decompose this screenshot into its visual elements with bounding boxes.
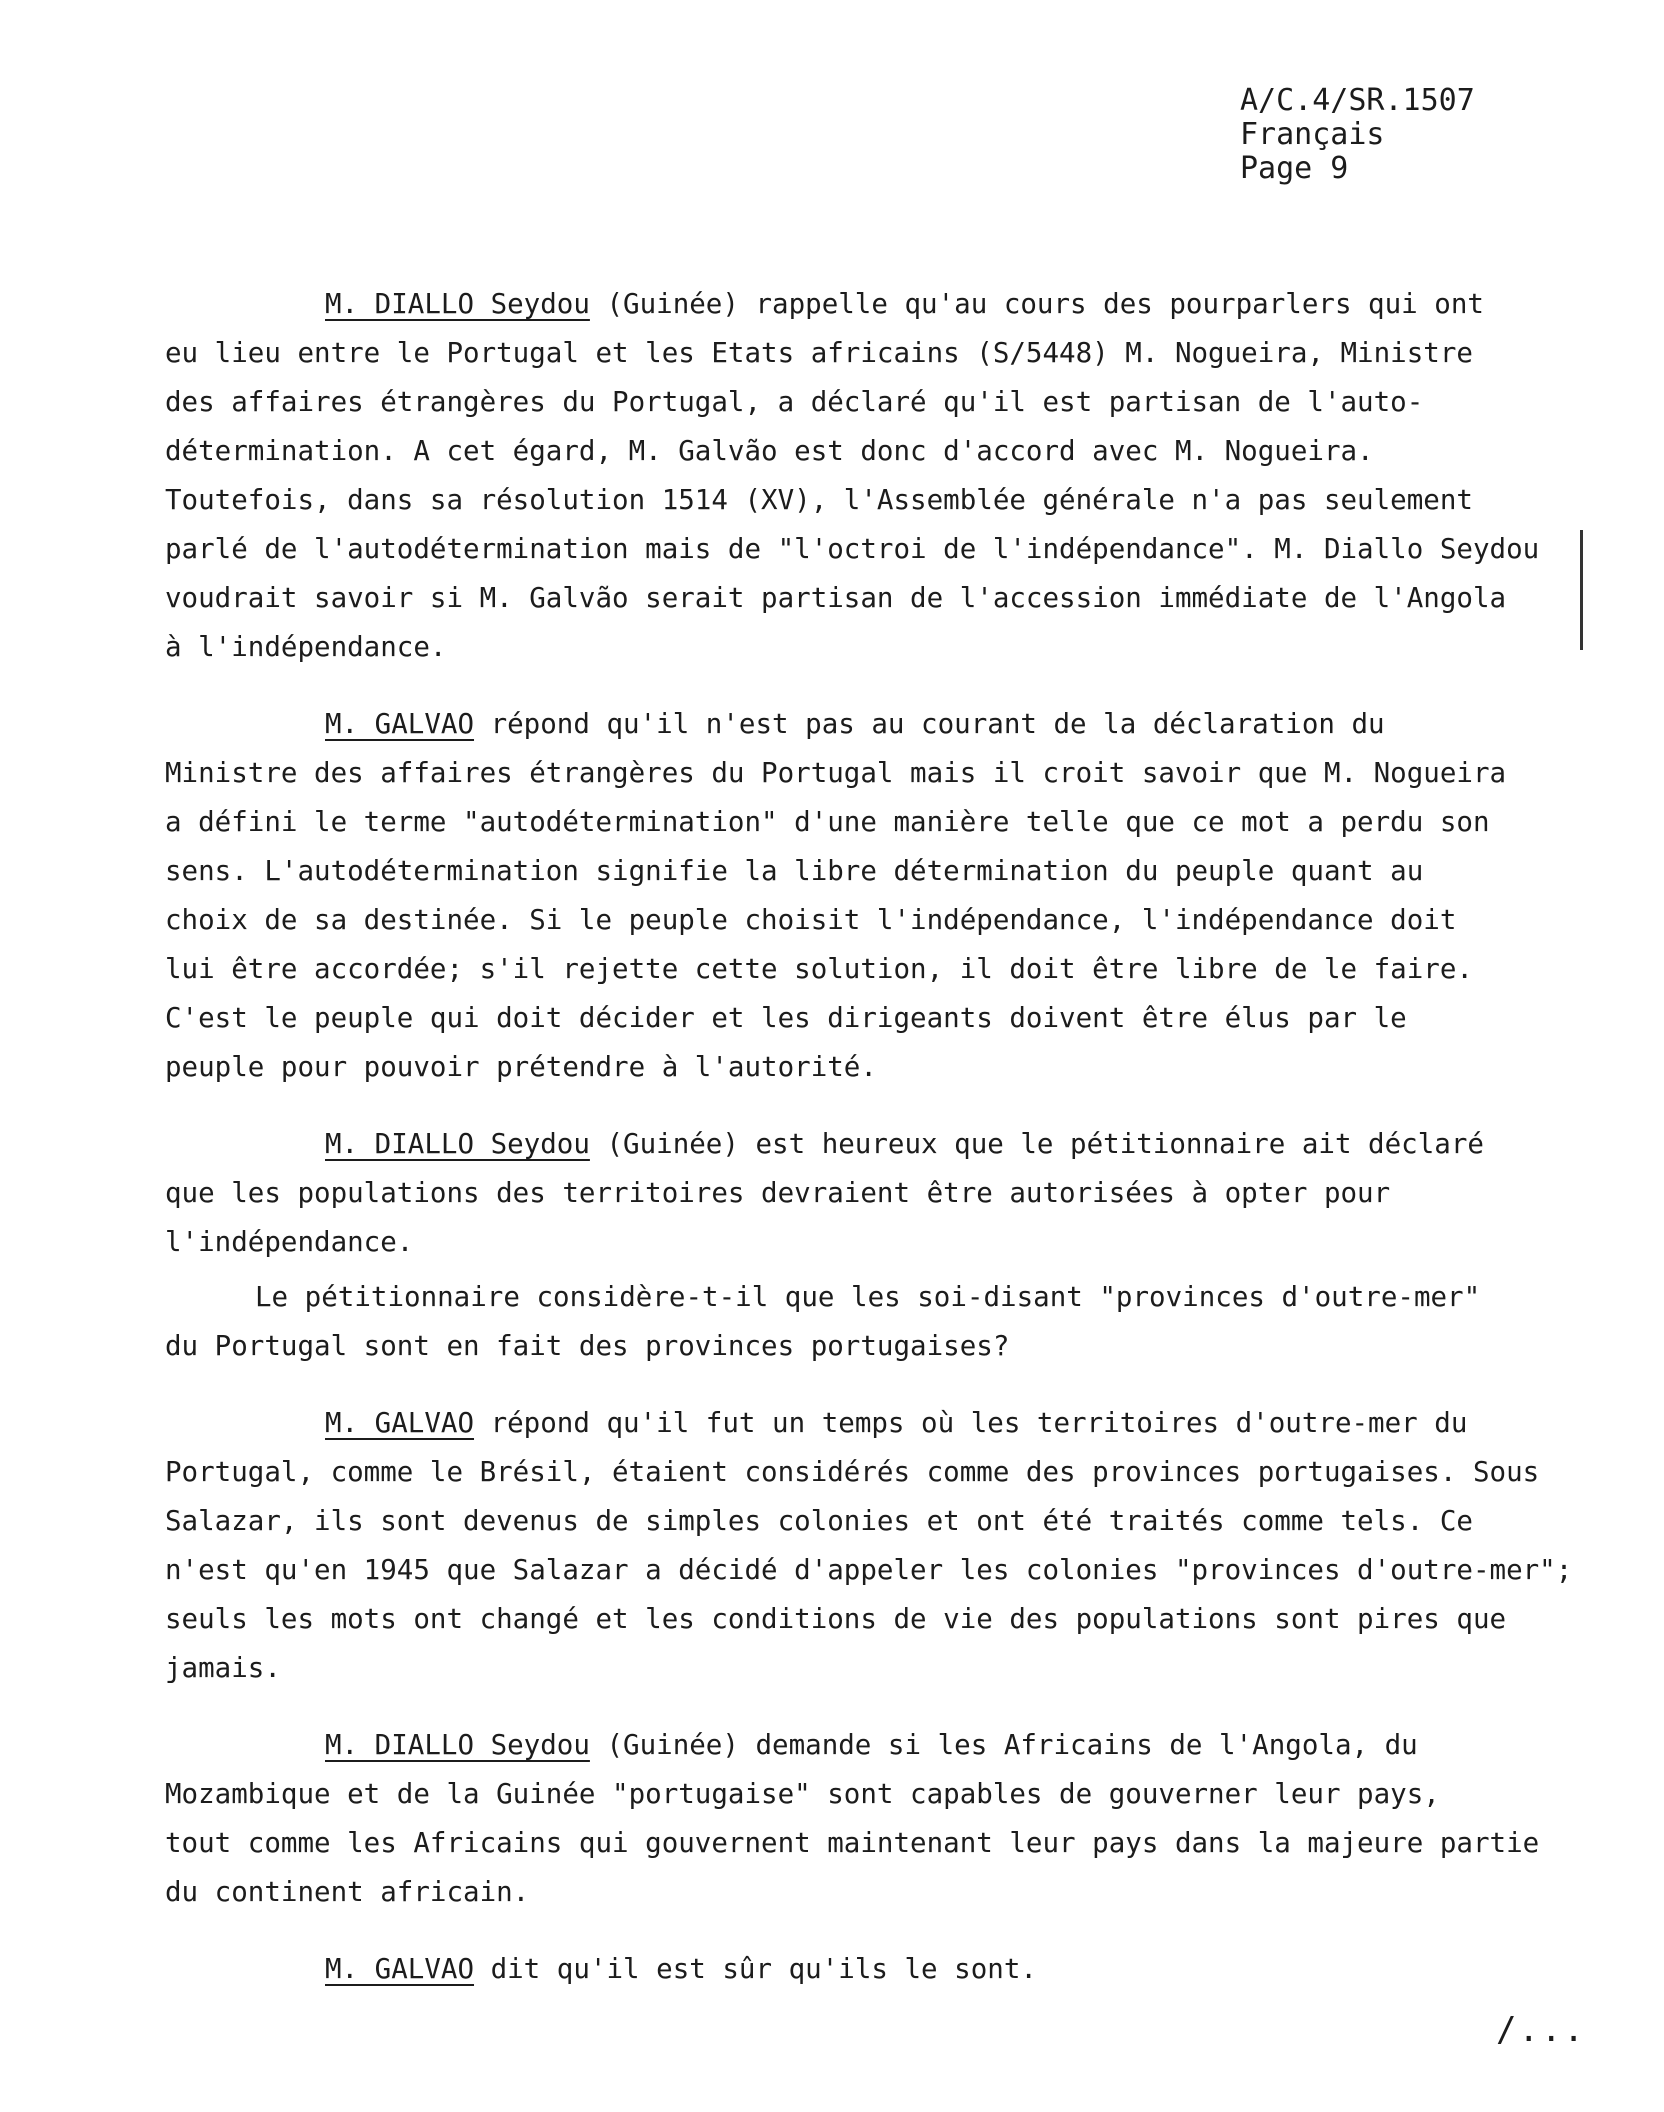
paragraph-line: du Portugal sont en fait des provinces portugaises? bbox=[165, 1330, 1010, 1362]
paragraph-line: lui être accordée; s'il rejette cette solution, il doit être libre de le faire. bbox=[165, 953, 1473, 985]
paragraph-line: Le pétitionnaire considère-t-il que les soi-disant "provinces d'outre-mer" bbox=[255, 1281, 1481, 1313]
document-body bbox=[165, 280, 1585, 2022]
paragraph-line: n'est qu'en 1945 que Salazar a décidé d'appeler les colonies "provinces d'outre-mer"; bbox=[165, 1554, 1573, 1586]
document-header bbox=[1240, 84, 1475, 186]
speaker-name: M. DIALLO Seydou bbox=[325, 288, 590, 320]
paragraph-line: des affaires étrangères du Portugal, a déclaré qu'il est partisan de l'auto- bbox=[165, 386, 1424, 418]
speaker-name: M. DIALLO Seydou bbox=[325, 1128, 590, 1160]
continuation-marker: /... bbox=[1496, 2010, 1586, 2050]
paragraph-line: M. GALVAO répond qu'il n'est pas au courant de la déclaration du bbox=[325, 708, 1385, 740]
paragraph bbox=[165, 1273, 1585, 1371]
paragraph-line: voudrait savoir si M. Galvão serait partisan de l'accession immédiate de l'Angola bbox=[165, 582, 1507, 614]
paragraph-line: Salazar, ils sont devenus de simples colonies et ont été traités comme tels. Ce bbox=[165, 1505, 1473, 1537]
paragraph-line: M. DIALLO Seydou (Guinée) rappelle qu'au cours des pourparlers qui ont bbox=[325, 288, 1484, 320]
speaker-name: M. GALVAO bbox=[325, 1407, 475, 1439]
paragraph bbox=[165, 280, 1585, 672]
paragraph-line: sens. L'autodétermination signifie la libre détermination du peuple quant au bbox=[165, 855, 1424, 887]
paragraph bbox=[165, 1721, 1585, 1917]
paragraph-line: l'indépendance. bbox=[165, 1226, 414, 1258]
speaker-name: M. GALVAO bbox=[325, 1953, 475, 1985]
paragraph-line: Mozambique et de la Guinée "portugaise" sont capables de gouverner leur pays, bbox=[165, 1778, 1440, 1810]
paragraph-line: choix de sa destinée. Si le peuple choisit l'indépendance, l'indépendance doit bbox=[165, 904, 1457, 936]
paragraph-line: eu lieu entre le Portugal et les Etats africains (S/5448) M. Nogueira, Ministre bbox=[165, 337, 1473, 369]
speaker-name: M. GALVAO bbox=[325, 708, 475, 740]
paragraph-line: M. GALVAO répond qu'il fut un temps où les territoires d'outre-mer du bbox=[325, 1407, 1468, 1439]
speaker-name: M. DIALLO Seydou bbox=[325, 1729, 590, 1761]
paragraph bbox=[165, 700, 1585, 1092]
paragraph-line: peuple pour pouvoir prétendre à l'autorité. bbox=[165, 1051, 877, 1083]
page-number: Page 9 bbox=[1240, 151, 1349, 186]
paragraph-line: Ministre des affaires étrangères du Portugal mais il croit savoir que M. Nogueira bbox=[165, 757, 1507, 789]
paragraph bbox=[165, 1120, 1585, 1267]
paragraph bbox=[165, 1399, 1585, 1693]
paragraph-line: tout comme les Africains qui gouvernent maintenant leur pays dans la majeure partie bbox=[165, 1827, 1540, 1859]
paragraph-line: parlé de l'autodétermination mais de "l'octroi de l'indépendance". M. Diallo Seydou bbox=[165, 533, 1540, 565]
paragraph-line: du continent africain. bbox=[165, 1876, 530, 1908]
paragraph-line: détermination. A cet égard, M. Galvão est donc d'accord avec M. Nogueira. bbox=[165, 435, 1374, 467]
paragraph-line: Portugal, comme le Brésil, étaient considérés comme des provinces portugaises. Sous bbox=[165, 1456, 1540, 1488]
paragraph-line: M. DIALLO Seydou (Guinée) demande si les Africains de l'Angola, du bbox=[325, 1729, 1418, 1761]
document-symbol: A/C.4/SR.1507 bbox=[1240, 83, 1475, 118]
paragraph-line: que les populations des territoires devraient être autorisées à opter pour bbox=[165, 1177, 1391, 1209]
paragraph-line: Toutefois, dans sa résolution 1514 (XV), l'Assemblée générale n'a pas seulement bbox=[165, 484, 1473, 516]
paragraph-line: seuls les mots ont changé et les conditions de vie des populations sont pires que bbox=[165, 1603, 1507, 1635]
paragraph bbox=[165, 1945, 1585, 1994]
paragraph-line: M. DIALLO Seydou (Guinée) est heureux que le pétitionnaire ait déclaré bbox=[325, 1128, 1484, 1160]
document-language: Français bbox=[1240, 117, 1385, 152]
paragraph-line: M. GALVAO dit qu'il est sûr qu'ils le sont. bbox=[325, 1953, 1037, 1985]
paragraph-line: C'est le peuple qui doit décider et les dirigeants doivent être élus par le bbox=[165, 1002, 1407, 1034]
paragraph-line: à l'indépendance. bbox=[165, 631, 447, 663]
paragraph-line: jamais. bbox=[165, 1652, 281, 1684]
paragraph-line: a défini le terme "autodétermination" d'une manière telle que ce mot a perdu son bbox=[165, 806, 1490, 838]
